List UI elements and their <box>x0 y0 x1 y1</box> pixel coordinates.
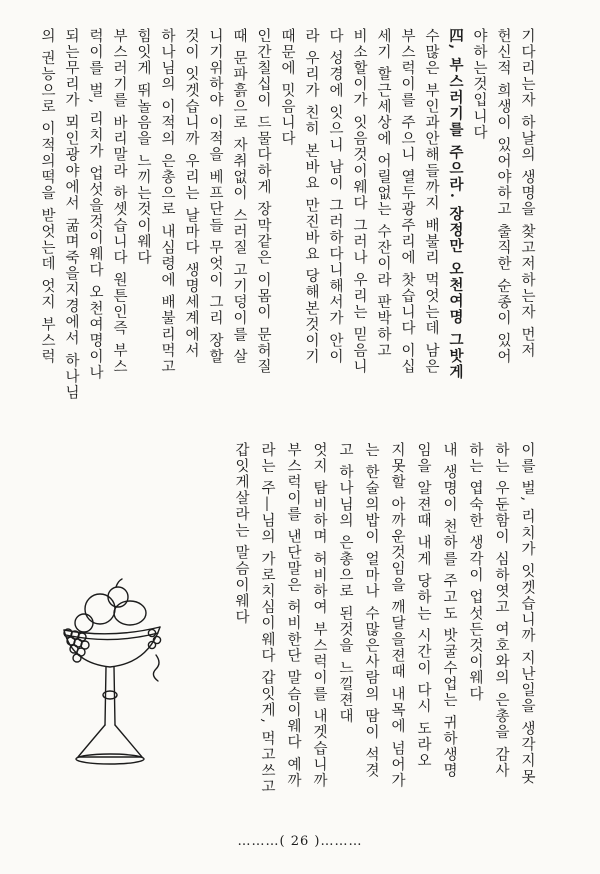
text-column: 럭이를 벌, 리치가 업섯을것이웨다 오천여명이나 <box>87 28 103 382</box>
page-number: ………( 26 )……… <box>237 834 363 849</box>
text-column: 하는 엽숙한 생각이 업섯든것이웨다 <box>467 442 483 703</box>
text-column: 는 한술의밥이 얼마나 수많은사람의 땀이 석겻 <box>363 442 379 779</box>
fruit-goblet-icon <box>56 575 166 775</box>
text-column: 하나님의 이적의 은총으로 내심령에 배불리먹고 <box>159 28 175 375</box>
text-column: 세기 할근세상에 어릴없는 수잔이라 판박하고 <box>375 28 391 359</box>
text-column: 부스럭이를 낸단말은 허비한단 말슴이웨다 예까 <box>285 442 301 789</box>
bottom-text-block <box>178 442 538 842</box>
text-column: 갑잇게살라는 말슴이웨다 <box>233 442 249 626</box>
text-column: 다 성경에 잇으니 남이 그러하다니해서가 안이 <box>327 28 343 365</box>
text-column: 이를 벌, 리치가 잇겟습니까 지난일을 생각지못 <box>519 442 535 786</box>
text-column: 지못할 아까운것임을 깨달을젼때 내목에 넘어가 <box>389 442 405 789</box>
text-column: 헌신적 희생이 있어야하고 출직한 순종이 있어 <box>495 28 511 365</box>
text-column: 부스러기를 바리말라 하셋습니다 원튼인즉 부스 <box>111 28 127 375</box>
section-heading: 四, 부스러기를 주으라. 장정만 오천여명 그밧게 <box>447 28 464 381</box>
text-column: 때문에 밋음니다 <box>279 28 295 147</box>
text-column: 라 우리가 친히 본바요 만진바요 당해본것이기 <box>303 28 319 365</box>
text-column: 임을 알젼때 내게 당하는 시간이 다시 도라오 <box>415 442 431 770</box>
text-column: 야하는것입니다 <box>471 28 487 141</box>
text-column: 하는 우둔함이 심하엿고 여호와의 은총을 감사 <box>493 442 509 779</box>
text-column: 고 하나님의 은총으로 된것을 느낄젼대 <box>337 442 353 725</box>
text-column: 수많은 부인과안해들까지 배불리 먹엇는데 남은 <box>423 28 439 375</box>
text-column: 인간칠십이 드물다하게 장막같은 이몸이 문허질 <box>255 28 271 375</box>
text-column: 것이 잇겟습니까 우리는 날마다 생명세계에서 <box>183 28 199 359</box>
text-column: 되는무리가 뫼인광야에서 굶며죽을지경에서 하나님 <box>63 28 79 401</box>
text-column: 니기위하야 이적을 베프단들 무엇이 그리 장할 <box>207 28 223 365</box>
text-column: 부스럭이를 주으니 열두광주리에 찻습니다 이십 <box>399 28 415 375</box>
text-column: 힘잇게 뛰놀음을 느끼는것이웨다 <box>135 28 151 266</box>
text-column: 때 문파흙으로 자취없이 스러질 고기덩이를 살 <box>231 28 247 365</box>
text-column: 기다리는자 하날의 생명을 찾고저하는자 먼저 <box>519 28 535 359</box>
text-column: 비소할이가 잇음것이웨다 그러나 우리는 믿음니 <box>351 28 367 375</box>
text-column: 엇지 탐비하며 허비하여 부스럭이를 내겟습니까 <box>311 442 327 789</box>
text-column: 라는 주―님의 가로치심이웨다 갑잇게, 먹고쓰고 <box>259 442 275 796</box>
text-column: 의 권능으로 이적의떡을 받엇는데 엇지 부스럭 <box>39 28 55 365</box>
text-column: 내 생명이 천하를 주고도 밧굴수업는 귀하생명 <box>441 442 457 779</box>
